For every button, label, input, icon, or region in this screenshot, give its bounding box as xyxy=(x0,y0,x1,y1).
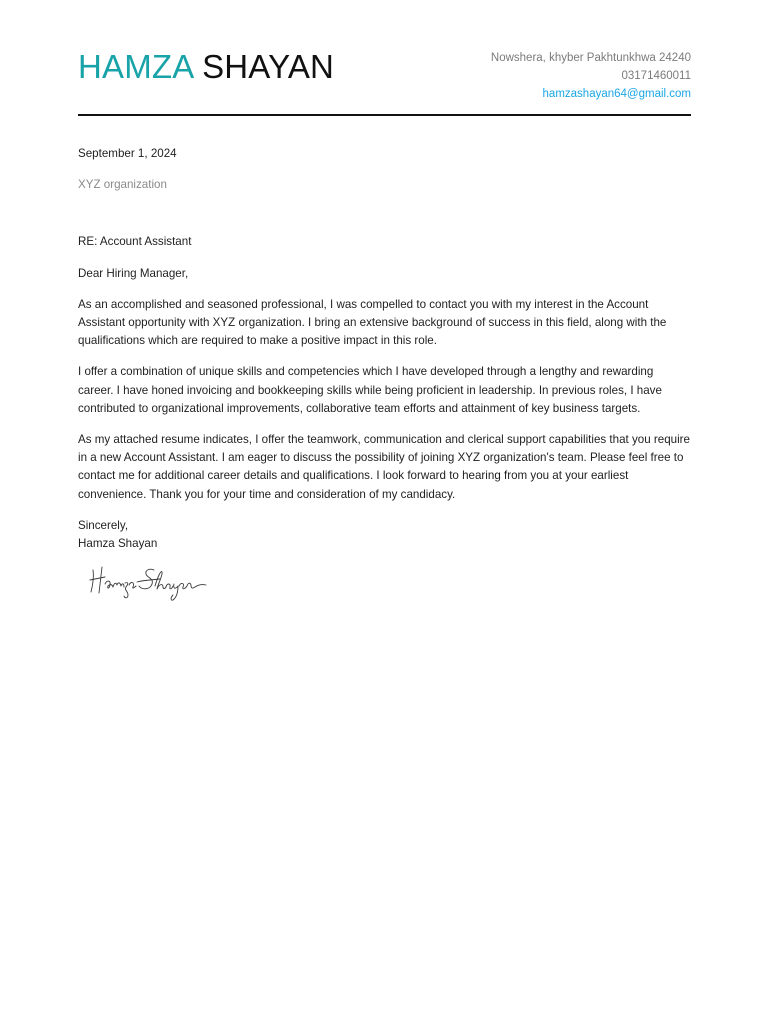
letter-paragraph: I offer a combination of unique skills and competencies which I have developed through a lengthy and rewarding career. I have honed invoicing and bookkeeping skills while being proficient in leadership. In previous roles, I have contributed to organizational improvements, collaborative team efforts and attainment of key business targets. xyxy=(78,365,662,415)
letter-body xyxy=(78,145,690,553)
signer-name: Hamza Shayan xyxy=(78,537,158,551)
letter-subject: RE: Account Assistant xyxy=(78,235,192,249)
letter-date: September 1, 2024 xyxy=(78,147,177,160)
letter-closing xyxy=(78,517,690,553)
contact-address: Nowshera, khyber Pakhtunkhwa 24240 xyxy=(490,52,691,64)
handwritten-signature xyxy=(88,562,212,602)
letter-paragraph: As an accomplished and seasoned professional, I was compelled to contact you with my interest in the Account Assistant opportunity with XYZ organization. I bring an extensive background of success in this field, along with the qualifications which are required to make a positive impact in this role. xyxy=(78,297,667,348)
applicant-first-name: HAMZA xyxy=(78,48,193,85)
contact-email-link[interactable]: hamzashayan64@gmail.com xyxy=(542,88,691,100)
header-divider xyxy=(78,114,691,116)
contact-phone: 03171460011 xyxy=(621,70,691,82)
applicant-last-name: SHAYAN xyxy=(202,48,335,85)
applicant-name xyxy=(78,47,334,87)
letter-salutation: Dear Hiring Manager, xyxy=(78,266,189,280)
closing-phrase: Sincerely, xyxy=(78,518,129,532)
recipient-organization: XYZ organization xyxy=(78,178,167,192)
letter-header xyxy=(78,44,691,104)
contact-block xyxy=(491,49,691,103)
letter-paragraph: As my attached resume indicates, I offer the teamwork, communication and clerical support capabilities that you require in a new Account Assistant. I am eager to discuss the possibility of joining XYZ organization's team. Please feel free to contact me for additional career details and qualifications. I look forward to hearing from you at your earliest convenience. Thank you for your time and consideration of my candidacy. xyxy=(78,433,690,501)
